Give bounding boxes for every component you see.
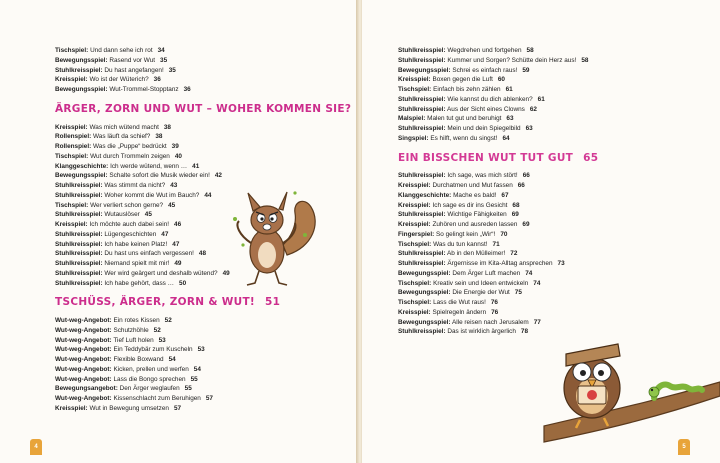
toc-entry-title: Ich habe keinen Platz! — [104, 240, 168, 248]
section-heading-goodbye-anger — [55, 298, 350, 308]
toc-entry-label: Stuhlkreisspiel: — [55, 191, 103, 199]
toc-entry — [398, 230, 708, 240]
toc-entry-label: Kreisspiel: — [398, 201, 431, 209]
toc-entry-label: Stuhlkreisspiel: — [55, 211, 103, 219]
toc-entry — [398, 105, 708, 115]
toc-entry-page: 47 — [161, 230, 169, 238]
toc-entry-page: 34 — [157, 47, 165, 54]
toc-entry-page: 40 — [174, 152, 182, 160]
toc-entry-label: Stuhlkreisspiel: — [398, 47, 446, 54]
toc-entry-title: Rasend vor Wut — [109, 56, 156, 64]
toc-entry-page: 62 — [529, 105, 537, 113]
toc-entry-title: Lass die Wut raus! — [433, 299, 486, 306]
toc-entry-label: Stuhlkreisspiel: — [398, 328, 446, 336]
toc-entry — [55, 355, 350, 365]
toc-entry-page: 53 — [197, 346, 205, 354]
toc-entry-page: 70 — [500, 230, 508, 238]
toc-entry — [55, 394, 350, 404]
toc-entry-label: Stuhlkreisspiel: — [55, 182, 103, 189]
toc-entry-label: Rollenspiel: — [55, 143, 92, 150]
toc-entry-label: Stuhlkreisspiel: — [398, 95, 446, 103]
toc-entry-label: Stuhlkreisspiel: — [55, 269, 103, 277]
toc-entry-label: Stuhlkreisspiel: — [398, 260, 446, 267]
toc-entry-label: Tischspiel: — [398, 279, 432, 287]
toc-entry — [55, 404, 350, 414]
toc-entry-page: 69 — [522, 221, 530, 228]
toc-entry-title: Ab in den Mülleimer! — [447, 250, 506, 258]
toc-entry-page: 55 — [184, 385, 192, 393]
toc-entry-page: 75 — [514, 289, 522, 297]
owl-illustration — [544, 326, 720, 463]
toc-entry-title: Alle reisen nach Jerusalem — [452, 318, 529, 326]
toc-entry-page: 45 — [168, 201, 176, 209]
toc-entry-page: 39 — [171, 143, 179, 150]
toc-entry-page: 46 — [174, 221, 182, 228]
toc-entry-title: Ein Teddybär zum Kuscheln — [113, 346, 193, 354]
toc-entry-page: 48 — [198, 250, 207, 258]
page-number-right: 5 — [678, 439, 690, 455]
toc-entry-label: Bewegungsspiel: — [398, 269, 451, 277]
toc-entry — [398, 66, 708, 76]
toc-entry-title: Wo ist der Wüterich? — [89, 76, 149, 84]
section-heading-anger-origin — [55, 102, 352, 115]
toc-entry-title: Kissenschlacht zum Beruhigen — [113, 395, 201, 402]
toc-entry — [55, 132, 350, 142]
toc-entry — [55, 75, 350, 85]
toc-entry-label: Wut-weg-Angebot: — [55, 317, 112, 324]
right-entries-bottom — [398, 171, 708, 337]
toc-entry-title: Lass die Bongo sprechen — [113, 375, 186, 383]
toc-entry — [55, 345, 350, 355]
toc-entry-page: 63 — [525, 125, 533, 132]
toc-entry-label: Fingerspiel: — [398, 230, 435, 238]
toc-entry-title: Dem Ärger Luft machen — [452, 269, 521, 277]
toc-entry — [398, 124, 708, 134]
toc-entry — [55, 152, 350, 162]
toc-entry-label: Stuhlkreisspiel: — [398, 105, 446, 113]
toc-entry-title: Es hilft, wenn du singst! — [430, 134, 498, 142]
toc-entry-page: 73 — [557, 260, 565, 267]
right-page — [362, 0, 720, 463]
toc-entry-page: 71 — [492, 240, 500, 248]
toc-entry-label: Singspiel: — [398, 134, 429, 142]
toc-entry — [55, 66, 350, 76]
toc-entry-label: Bewegungsspiel: — [398, 289, 451, 297]
toc-entry-page: 63 — [506, 115, 514, 123]
toc-entry — [398, 56, 708, 66]
toc-entry-label: Wut-weg-Angebot: — [55, 395, 112, 402]
toc-entry-label: Wut-weg-Angebot: — [55, 375, 112, 383]
heading-title: ÄRGER, ZORN UND WUT – WOHER KOMMEN SIE? — [55, 102, 352, 115]
toc-entry-label: Kreisspiel: — [398, 182, 431, 189]
toc-entry-title: Kicken, prellen und werfen — [113, 365, 189, 373]
toc-entry — [398, 269, 708, 279]
toc-entry-title: Und dann sehe ich rot — [90, 47, 153, 54]
toc-entry-title: Was stimmt da nicht? — [104, 182, 166, 189]
right-toc-column — [398, 46, 708, 337]
toc-entry-page: 58 — [581, 56, 589, 64]
toc-entry-label: Bewegungsspiel: — [55, 172, 108, 180]
toc-entry-title: Ich habe gehört, dass … — [104, 279, 175, 287]
toc-entry — [55, 46, 350, 56]
toc-entry-title: Wutauslöser — [104, 211, 140, 219]
toc-entry-page: 49 — [222, 269, 230, 277]
toc-entry-page: 44 — [204, 191, 212, 199]
toc-entry-page: 54 — [193, 365, 201, 373]
heading-title: TSCHÜSS, ÄRGER, ZORN & WUT! — [55, 296, 256, 309]
toc-entry-title: Wut durch Trommeln zeigen — [90, 152, 170, 160]
toc-entry-label: Klanggeschichte: — [55, 162, 109, 170]
toc-entry-label: Stuhlkreisspiel: — [55, 230, 103, 238]
toc-entry-page: 42 — [214, 172, 222, 180]
toc-entry-title: Schrei es einfach raus! — [452, 66, 518, 74]
toc-entry — [398, 46, 708, 56]
toc-entry-title: Lügengeschichten — [104, 230, 157, 238]
toc-entry-title: Spielregeln ändern — [432, 308, 487, 316]
toc-entry-title: Ich sage es dir ins Gesicht — [432, 201, 508, 209]
toc-entry-page: 68 — [512, 201, 520, 209]
toc-entry-title: Was läuft da schief? — [93, 133, 151, 141]
toc-entry — [55, 326, 350, 336]
toc-entry — [398, 279, 708, 289]
toc-entry-label: Wut-weg-Angebot: — [55, 365, 112, 373]
toc-entry-page: 50 — [179, 279, 187, 287]
toc-entry-page: 69 — [511, 211, 519, 219]
toc-entry-label: Kreisspiel: — [55, 123, 88, 131]
toc-entry-title: Zuhören und ausreden lassen — [432, 221, 518, 228]
toc-entry — [398, 210, 708, 220]
toc-entry — [55, 162, 350, 172]
toc-entry-page: 36 — [153, 76, 161, 84]
toc-entry-title: Den Ärger weglaufen — [119, 385, 180, 393]
toc-entry-label: Stuhlkreisspiel: — [55, 250, 103, 258]
toc-entry-page: 38 — [163, 123, 171, 131]
toc-entry — [55, 336, 350, 346]
toc-entry-page: 61 — [505, 86, 513, 93]
toc-entry-label: Stuhlkreisspiel: — [398, 125, 446, 132]
toc-entry-title: So gelingt kein „Wir“! — [436, 230, 496, 238]
toc-entry-title: Einfach bis zehn zählen — [433, 86, 501, 93]
toc-entry — [55, 123, 350, 133]
toc-entry-page: 74 — [533, 279, 541, 287]
toc-entry-title: Aus der Sicht eines Clowns — [447, 105, 525, 113]
toc-entry-title: Wegdrehen und fortgehen — [447, 47, 522, 54]
toc-entry — [398, 288, 708, 298]
toc-entry-label: Bewegungsspiel: — [398, 318, 451, 326]
toc-entry-title: Kreativ sein und Ideen entwickeln — [433, 279, 529, 287]
toc-entry — [398, 191, 708, 201]
toc-entry-page: 60 — [497, 76, 505, 84]
toc-entry-page: 64 — [502, 134, 510, 142]
toc-entry-page: 57 — [205, 395, 213, 402]
toc-entry — [398, 259, 708, 269]
toc-entry-label: Kreisspiel: — [398, 221, 431, 228]
toc-entry — [55, 142, 350, 152]
toc-entry-page: 59 — [522, 66, 530, 74]
toc-entry-label: Wut-weg-Angebot: — [55, 336, 112, 344]
heading-page: 51 — [265, 296, 281, 309]
toc-entry-title: Du hast angefangen! — [104, 66, 164, 74]
toc-entry-page: 66 — [517, 182, 525, 189]
toc-entry-title: Was du tun kannst! — [433, 240, 488, 248]
toc-entry-title: Mein und dein Spiegelbild — [447, 125, 521, 132]
toc-entry-page: 45 — [144, 211, 152, 219]
toc-entry-title: Ich möchte auch dabei sein! — [89, 221, 170, 228]
toc-entry-page: 61 — [537, 95, 545, 103]
toc-entry-label: Kreisspiel: — [55, 221, 88, 228]
toc-entry-title: Ich werde wütend, wenn … — [110, 162, 188, 170]
toc-entry-title: Was die „Puppe“ bedrückt — [93, 143, 167, 150]
toc-entry-title: Was mich wütend macht — [89, 123, 159, 131]
toc-entry-page: 38 — [155, 133, 163, 141]
toc-entry — [398, 298, 708, 308]
toc-entry — [398, 171, 708, 181]
toc-entry — [55, 85, 350, 95]
toc-entry-page: 57 — [173, 404, 182, 412]
left-entries-bottom — [55, 316, 350, 414]
toc-entry-title: Wut-Trommel-Stopptanz — [109, 86, 179, 93]
toc-entry-title: Malen tut gut und beruhigt — [427, 115, 502, 123]
toc-entry-title: Ich sage, was mich stört! — [447, 172, 518, 180]
toc-entry-label: Tischspiel: — [55, 152, 89, 160]
left-page — [0, 0, 358, 463]
heading-page: 65 — [583, 151, 599, 164]
toc-entry-page: 77 — [533, 318, 541, 326]
toc-entry-label: Stuhlkreisspiel: — [55, 240, 103, 248]
toc-entry — [55, 365, 350, 375]
toc-entry-label: Stuhlkreisspiel: — [398, 56, 446, 64]
toc-entry-title: Das ist wirklich ärgerlich — [447, 328, 516, 336]
toc-entry-label: Bewegungsangebot: — [55, 385, 118, 393]
toc-entry-page: 76 — [490, 299, 498, 306]
toc-entry-page: 35 — [160, 56, 168, 64]
toc-entry — [398, 85, 708, 95]
toc-entry-label: Stuhlkreisspiel: — [55, 66, 103, 74]
toc-entry-page: 35 — [168, 66, 176, 74]
toc-entry-page: 54 — [168, 356, 176, 363]
page-number-left: 4 — [30, 439, 42, 455]
toc-entry-label: Kreisspiel: — [55, 76, 88, 84]
toc-entry-label: Stuhlkreisspiel: — [398, 250, 446, 258]
toc-entry-page: 58 — [526, 47, 534, 54]
toc-entry-title: Flexible Boxwand — [113, 356, 164, 363]
toc-entry-label: Stuhlkreisspiel: — [398, 211, 446, 219]
toc-entry-title: Wer verliert schon gerne? — [90, 201, 164, 209]
toc-entry — [55, 375, 350, 385]
toc-entry-title: Niemand spielt mit mir! — [104, 260, 170, 267]
toc-entry — [398, 240, 708, 250]
toc-entry-label: Tischspiel: — [398, 299, 432, 306]
toc-entry-label: Tischspiel: — [398, 86, 432, 93]
toc-entry-page: 47 — [172, 240, 180, 248]
toc-entry-label: Stuhlkreisspiel: — [398, 172, 446, 180]
toc-entry-label: Bewegungsspiel: — [398, 66, 451, 74]
toc-entry-title: Ärgernisse im Kita-Alltag ansprechen — [447, 260, 553, 267]
toc-entry-page: 78 — [520, 328, 529, 336]
toc-entry — [398, 181, 708, 191]
toc-entry — [398, 134, 708, 144]
toc-entry-label: Bewegungsspiel: — [55, 86, 108, 93]
toc-entry — [398, 308, 708, 318]
toc-entry-title: Wut in Bewegung umsetzen — [89, 404, 169, 412]
toc-entry-label: Tischspiel: — [55, 47, 89, 54]
left-entries-top — [55, 46, 350, 95]
toc-entry-title: Durchatmen und Mut fassen — [432, 182, 513, 189]
toc-entry-title: Tief Luft holen — [113, 336, 154, 344]
toc-entry-title: Kummer und Sorgen? Schütte dein Herz aus! — [447, 56, 577, 64]
toc-entry-page: 66 — [522, 172, 530, 180]
toc-entry-label: Kreisspiel: — [398, 76, 431, 84]
toc-entry-title: Die Energie der Wut — [452, 289, 510, 297]
toc-entry-title: Schutzhöhle — [113, 326, 149, 334]
toc-entry-page: 74 — [525, 269, 533, 277]
toc-entry — [55, 56, 350, 66]
toc-entry-title: Ein rotes Kissen — [113, 317, 160, 324]
toc-entry-label: Tischspiel: — [55, 201, 89, 209]
toc-entry-label: Bewegungsspiel: — [55, 56, 108, 64]
toc-entry-label: Wut-weg-Angebot: — [55, 346, 112, 354]
toc-entry — [398, 201, 708, 211]
toc-entry-page: 55 — [190, 375, 198, 383]
toc-entry-label: Wut-weg-Angebot: — [55, 356, 112, 363]
toc-entry-label: Stuhlkreisspiel: — [55, 260, 103, 267]
toc-entry-label: Klanggeschichte: — [398, 191, 452, 199]
toc-entry-title: Boxen gegen die Luft — [432, 76, 493, 84]
toc-entry-title: Wichtige Fähigkeiten — [447, 211, 507, 219]
toc-entry-page: 53 — [158, 336, 166, 344]
toc-entry-page: 41 — [192, 162, 200, 170]
toc-entry-title: Wie kannst du dich ablenken? — [447, 95, 533, 103]
toc-entry — [398, 220, 708, 230]
toc-entry — [398, 95, 708, 105]
right-entries-top — [398, 46, 708, 144]
toc-entry-page: 52 — [164, 317, 172, 324]
toc-entry-page: 67 — [501, 191, 509, 199]
toc-entry-page: 76 — [491, 308, 499, 316]
toc-entry-page: 43 — [170, 182, 178, 189]
toc-entry — [398, 75, 708, 85]
toc-entry — [55, 171, 350, 181]
toc-entry-label: Kreisspiel: — [398, 308, 431, 316]
toc-entry-label: Kreisspiel: — [55, 404, 88, 412]
toc-entry-title: Du hast uns einfach vergessen! — [104, 250, 194, 258]
toc-entry-label: Wut-weg-Angebot: — [55, 326, 112, 334]
squirrel-illustration — [222, 185, 325, 295]
toc-entry-label: Tischspiel: — [398, 240, 432, 248]
toc-entry-page: 49 — [174, 260, 182, 267]
toc-entry-label: Stuhlkreisspiel: — [55, 279, 103, 287]
toc-entry — [55, 384, 350, 394]
toc-entry-label: Malspiel: — [398, 115, 426, 123]
toc-entry — [55, 316, 350, 326]
section-heading-some-anger-good — [398, 151, 708, 164]
toc-entry — [398, 114, 708, 124]
toc-entry-title: Mache es bald! — [453, 191, 497, 199]
toc-entry-title: Wer wird geärgert und deshalb wütend? — [104, 269, 218, 277]
toc-entry-title: Schalte sofort die Musik wieder ein! — [109, 172, 210, 180]
toc-entry — [398, 249, 708, 259]
toc-entry-title: Woher kommt die Wut im Bauch? — [104, 191, 200, 199]
toc-entry-page: 52 — [153, 326, 161, 334]
toc-entry-page: 72 — [510, 250, 518, 258]
toc-entry-page: 36 — [183, 86, 191, 93]
toc-entry-label: Rollenspiel: — [55, 133, 92, 141]
heading-title: EIN BISSCHEN WUT TUT GUT — [398, 151, 574, 164]
